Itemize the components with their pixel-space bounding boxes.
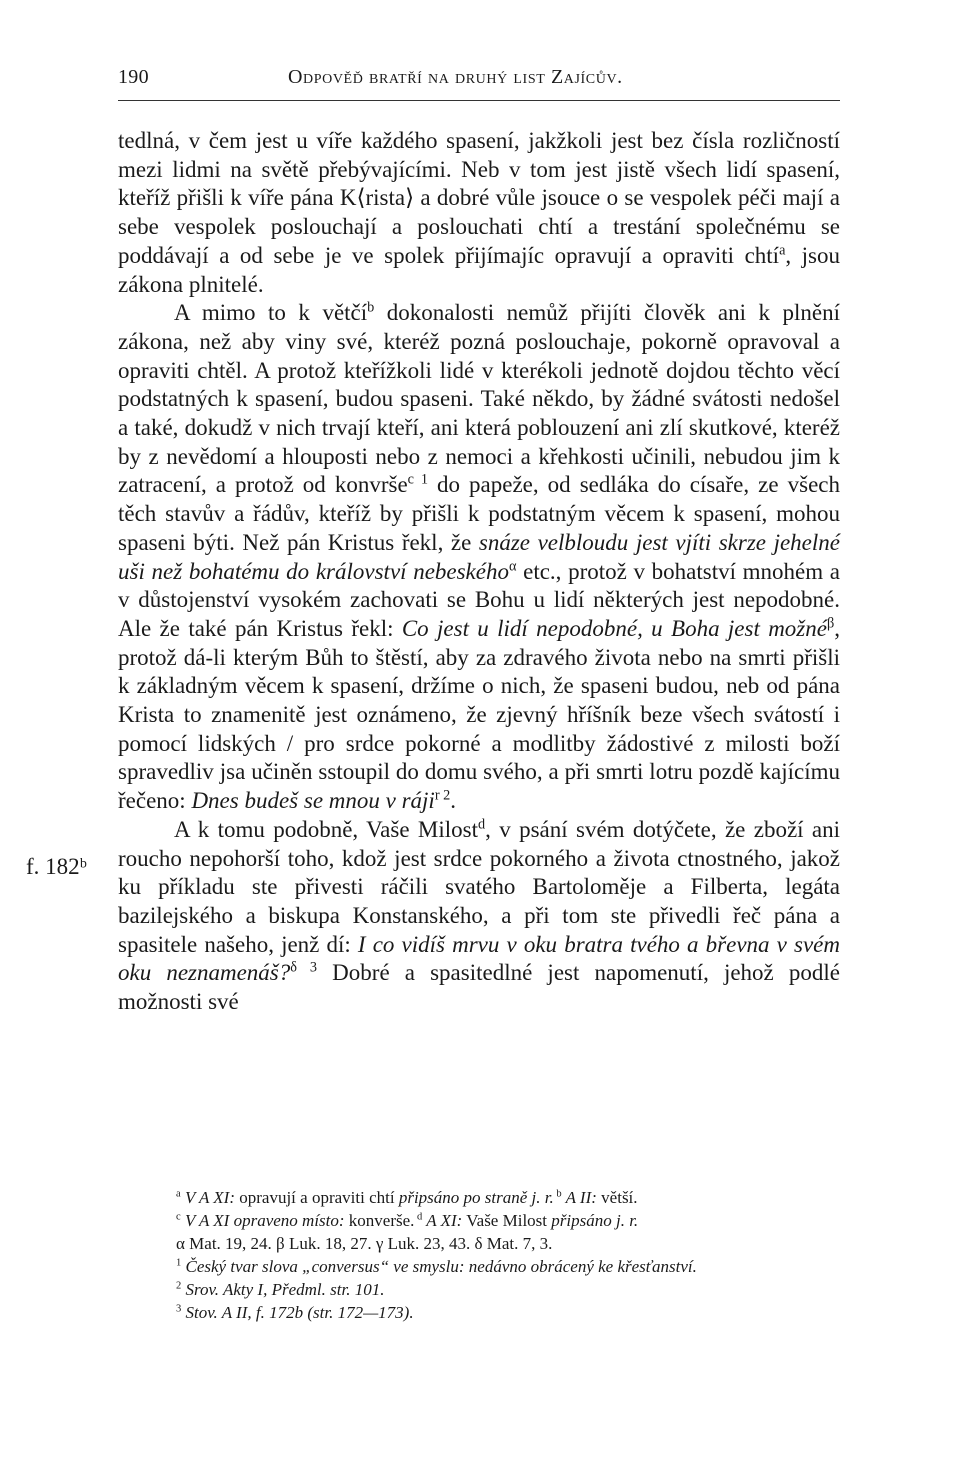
footnote-2: $^2$ Srov. Akty I, Předml. str. 101. — [176, 1280, 385, 1299]
page-header — [118, 66, 840, 96]
quote-matthew-7: I co vidíš mrvu v oku bratra tvého a břevna v svém oku neznamenáš? — [118, 931, 840, 986]
body-text — [118, 127, 840, 1017]
paragraph-2: A mimo to k větčí$^b$ dokonalosti nemůž přijíti člověk ani k plnění zákona, než aby viny své, kteréž pozná poslouchaje, pokorně opravoval a opraviti chtěl. A protož kteřížkoli lidé v kterékoli jednotě dojdou těchto věcí podstatných k spasení, budou spaseni. Také někdo, by žádné svátosti nedošel a také, dokudž v nich trvají kteří, ani která poblouzení ani zlí skutkové, kteréž by z nevědomí a hlouposti nebo z nemoci a křehkosti učinili, nebudou jim k zatracení, a protož od konvrše$^{c 1}$ do papeže, od sedláka do císaře, ze všech těch stavův a řádův, kteříž by přišli k podstatným věcem k spasení, mohou spaseni býti. Než pán Kristus řekl, že snáze velbloudu jest vjíti skrze jehelné uši než bohatému do království nebeského$^\alpha$ etc., protož v bohatství mnohém a v důstojenství vysokém zachovati se Bohu u lidí některých jest nepodobné. Ale že také pán Kristus řekl: Co jest u lidí nepodobné, u Boha jest možné$^\beta$, protož dá-li kterým Bůh to štěstí, aby za zdravého života nebo na smrti přišli k základným věcem k spasení, držíme o nich, že spaseni budou, neb od pána Krista to znamenitě jest oznámeno, že zjevný hříšník beze všech svátostí i pomocí lidských / pro srdce pokorné a modlitby žádostivé z milosti boží spravedliv jsa učiněn sstoupil do domu svého, a při smrti lotru pozdě kajícímu řečeno: Dnes budeš se mnou v ráji$^{r 2}$. — [118, 299, 840, 814]
header-rule — [118, 100, 840, 101]
footnote-ref-a: a — [779, 242, 786, 259]
footnote-ref-delta-3: δ 3 — [290, 959, 318, 976]
footnote-ref-b: b — [367, 299, 375, 316]
footnote-ref-gamma-2: r 2 — [434, 787, 451, 804]
footnote-ref-d: d — [478, 816, 486, 833]
paragraph-3: A k tomu podobně, Vaše Milost$^d$, v psání svém dotýčete, že zboží ani roucho nepohorší toho, kdož jest srdce pokorného a života ctnostného, jakož ku příkladu ste přivesti ráčili svatého Bartoloměje a Filberta, legáta bazilejského a biskupa Konstanského, a při tom ste přivedli řeč pána a spasitele našeho, jenž dí: I co vidíš mrvu v oku bratra tvého a břevna v svém oku neznamenáš?$^{\delta 3}$ Dobré a spasitedlné jest napomenutí, jehož podlé možnosti své — [118, 816, 841, 1015]
footnote-ref-c1: c 1 — [407, 471, 428, 488]
paragraph-1: tedlná, v čem jest u víře každého spasení, jakžkoli jest bez čísla rozličností mezi lidmi na světě přebývajícími. Neb v tom jest jistě všech lidí spasení, kteříž přišli k víře pána K⟨rista⟩ a dobré vůle jsouce o se vespolek péči mají a sebe vespolek poslouchají a poslouchati chtí a trestání společnému se poddávají a od sebe je ve spolek přijímajíc opravují a opraviti chtí$^a$, jsou zákona plnitelé. — [118, 128, 840, 297]
footnotes — [118, 1186, 840, 1324]
quote-matthew: snáze velbloudu jest vjíti skrze jehelné uši než bohatému do království nebeského — [118, 529, 840, 584]
footnote-line-2: $^c$ V A XI opraveno místo: konverše. $^d$ A XI: Vaše Milost připsáno j. r. — [176, 1211, 639, 1230]
quote-luke-18: Co jest u lidí nepodobné, u Boha jest možné — [401, 615, 827, 641]
folio-margin-note: f. 182ᵇ — [26, 854, 87, 879]
running-title: Odpověď bratří na druhý list Zajícův. — [288, 66, 623, 88]
footnote-1: $^1$ Český tvar slova „conversus“ ve smyslu: nedávno obrácený ke křesťanství. — [176, 1257, 697, 1276]
page-number: 190 — [118, 66, 149, 88]
footnote-line-1: $^a$ V A XI: opravují a opraviti chtí připsáno po straně j. r. $^b$ A II: větší. — [176, 1188, 638, 1207]
footnote-ref-alpha: α — [508, 557, 517, 574]
footnote-line-3: α Mat. 19, 24. β Luk. 18, 27. γ Luk. 23, 43. δ Mat. 7, 3. — [176, 1234, 553, 1253]
footnote-3: $^3$ Stov. A II, f. 172b (str. 172—173). — [176, 1303, 414, 1322]
footnote-ref-beta: β — [826, 615, 835, 632]
quote-luke-23: Dnes budeš se mnou v ráji — [191, 788, 435, 814]
